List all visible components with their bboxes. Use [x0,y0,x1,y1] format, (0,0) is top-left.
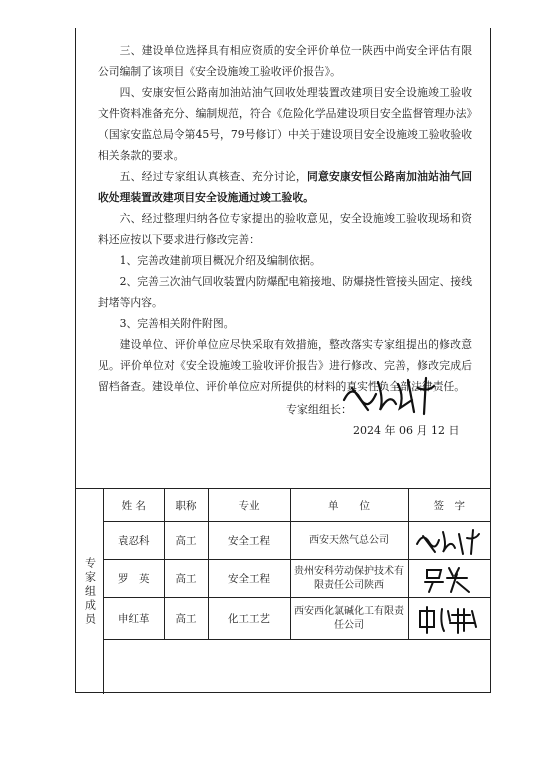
member-title: 高工 [164,522,208,560]
member-title: 高工 [164,598,208,640]
paragraph-5-conclusion: 同意安康安恒公路南加油站油气回收处理装置改建项目安全设施通过竣工验收。 [98,170,473,204]
member-unit: 西安西化氯碱化工有限责任公司 [290,598,408,640]
member-title: 高工 [164,560,208,598]
members-side-label: 专家组成员 [76,489,104,694]
paragraph-5-lead: 五、经过专家组认真核查、充分讨论， [119,170,307,183]
table-row [104,598,490,640]
signing-date: 2024 年 06 月 12 日 [353,424,460,437]
member-unit: 西安天然气总公司 [290,522,408,560]
member-signature-cell [408,598,490,640]
chief-expert-signature [338,370,448,420]
table-header-row [104,489,490,522]
header-title: 职称 [164,489,208,522]
header-name: 姓 名 [104,489,164,522]
expert-members-table [104,489,490,640]
member-name: 罗 英 [104,560,164,598]
signature-yuan [413,526,485,556]
table-row [104,560,490,598]
member-major: 化工工艺 [208,598,290,640]
signature-shen [414,603,484,635]
chief-expert-label: 专家组组长： [286,403,352,416]
table-row [104,522,490,560]
header-major: 专业 [208,489,290,522]
paragraph-4: 四、安康安恒公路南加油站油气回收处理装置改建项目安全设施竣工验收文件资料准备充分、编制规范，符合《危险化学品建设项目安全监督管理办法》（国家安监总局令第45号，79号修订）中关于建设项目安全设施竣工验收验收相关条款的要求。 [98,86,472,162]
member-unit: 贵州安科劳动保护技术有限责任公司陕西 [290,560,408,598]
header-unit: 单 位 [290,489,408,522]
member-signature-cell [408,560,490,598]
closing-paragraph: 建设单位、评价单位应尽快采取有效措施，整改落实专家组提出的修改意见。评价单位对《安全设施竣工验收评价报告》进行修改、完善，修改完成后留档备查。建设单位、评价单位应对所提供的材料的真实性负全部法律责任。 [98,338,472,393]
requirement-item-3: 3、完善相关附件附图。 [119,317,235,330]
member-major: 安全工程 [208,522,290,560]
expert-members-section [76,488,490,694]
paragraph-6: 六、经过整理归纳各位专家提出的验收意见，安全设施竣工验收现场和资料还应按以下要求进行修改完善： [98,212,472,246]
member-signature-cell [408,522,490,560]
member-name: 申红革 [104,598,164,640]
requirement-item-1: 1、完善改建前项目概况介绍及编制依据。 [119,254,321,267]
paragraph-3: 三、建设单位选择具有相应资质的安全评价单位一陕西中尚安全评估有限公司编制了该项目《安全设施竣工验收评价报告》。 [98,44,472,78]
header-signature: 签 字 [408,489,490,522]
requirement-item-2: 2、完善三次油气回收装置内防爆配电箱接地、防爆挠性管接头固定、接线封堵等内容。 [98,275,472,309]
member-major: 安全工程 [208,560,290,598]
paragraph-5 [98,166,472,208]
member-name: 袁忍科 [104,522,164,560]
review-form-frame [75,28,491,693]
signature-luo [419,564,479,594]
